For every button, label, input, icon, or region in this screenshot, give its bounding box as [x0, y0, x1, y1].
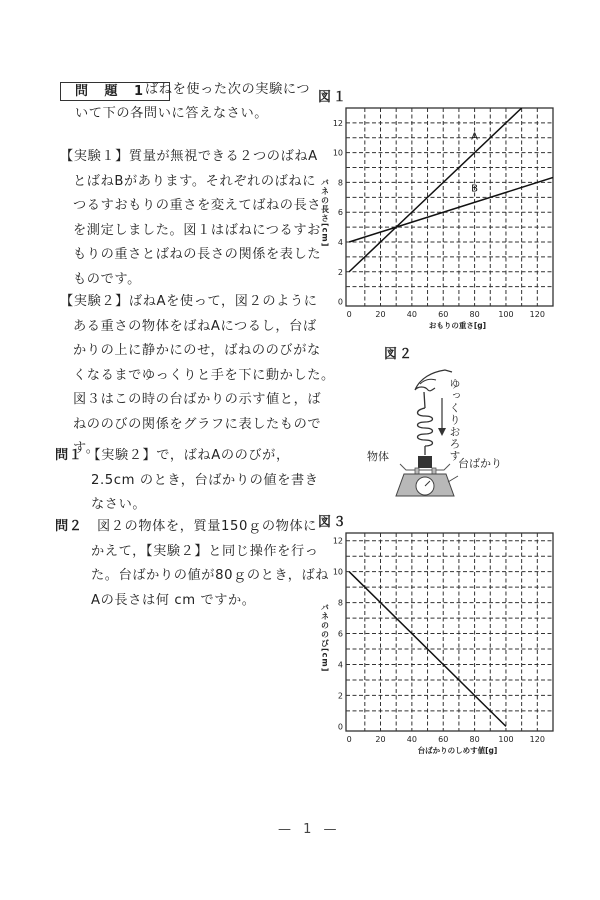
page-number: — 1 — [278, 822, 341, 837]
y-tick-label: 0 [337, 297, 343, 307]
x-axis-label: 台ばかりのしめす値[g] [417, 746, 498, 755]
problem-number-box: 問 題 1 [60, 82, 170, 101]
figure-1-chart [315, 100, 565, 340]
y-tick-label: 8 [337, 178, 343, 188]
question-1-line: 【実験２】で，ばねAののびが， [87, 448, 290, 463]
figure-2-illustration [370, 360, 520, 500]
question-2-line: 図２の物体を，質量150ｇの物体に [96, 519, 317, 534]
question-2-label: 問２ [55, 519, 83, 534]
exp2-line: ある重さの物体をばねAにつるし，台ば [73, 318, 317, 334]
y-tick-label: 12 [332, 118, 343, 128]
x-tick-label: 120 [529, 735, 545, 744]
y-tick-label: 10 [332, 148, 343, 158]
y-axis-label: バネののび[cm] [320, 603, 330, 673]
question-1-line: 2.5cm のとき，台ばかりの値を書き [91, 472, 319, 488]
question-2-line: かえて，【実験２】と同じ操作を行っ [91, 543, 319, 559]
scale-icon [396, 464, 458, 496]
label-scale: 台ばかり [458, 457, 502, 470]
object-block [418, 456, 432, 468]
y-axis-label: バネの長さ[cm] [320, 178, 330, 248]
x-tick-label: 60 [438, 735, 449, 744]
x-tick-label: 40 [406, 310, 417, 319]
x-tick-label: 0 [346, 310, 352, 319]
experiment-2-text [60, 290, 335, 462]
y-tick-label: 6 [337, 208, 343, 218]
problem-intro-line-2: いて下の各問いに答えなさい。 [75, 106, 269, 121]
series-line-a [349, 108, 522, 272]
question-2-line: た。台ばかりの値が80ｇのとき，ばね [91, 568, 330, 583]
question-2-line: Aの長さは何 cm ですか。 [91, 592, 256, 608]
question-1-line: なさい。 [91, 497, 147, 512]
x-tick-label: 100 [498, 310, 514, 319]
figure-2-title: 図２ [384, 347, 415, 362]
exp1-line: 【実験１】質量が無視できる２つのばねA [60, 149, 318, 164]
y-tick-label: 0 [337, 722, 343, 732]
down-arrow-icon [438, 398, 446, 436]
exp1-line: ものです。 [73, 271, 141, 287]
x-tick-label: 60 [438, 310, 449, 319]
exp1-line: つるすおもりの重さを変えてばねの長さ [73, 198, 322, 213]
y-tick-label: 4 [337, 660, 343, 670]
x-tick-label: 80 [469, 310, 480, 319]
x-axis-label: おもりの重さ[g] [428, 321, 487, 330]
figure-3-title: 図３ [318, 515, 349, 530]
exp2-line: す。 [73, 441, 100, 456]
series-line-b [349, 178, 553, 242]
y-tick-label: 6 [337, 629, 343, 639]
exp2-line: かりの上に静かにのせ，ばねののびがな [73, 343, 321, 358]
series-label-b: B [471, 183, 479, 195]
series-label-a: A [471, 131, 479, 143]
exp2-line: くなるまでゆっくりと手を下に動かした。 [73, 367, 335, 383]
x-tick-label: 40 [406, 735, 417, 744]
problem-intro-line-1: ばねを使った次の実験につ [145, 82, 311, 97]
question-1 [55, 444, 319, 518]
y-tick-label: 2 [337, 267, 343, 277]
exp2-line: 【実験２】ばねAを使って，図２のように [60, 294, 318, 309]
y-tick-label: 10 [332, 567, 343, 577]
y-tick-label: 12 [332, 536, 343, 546]
figure-1-title: 図１ [318, 90, 349, 105]
x-tick-label: 20 [375, 735, 386, 744]
x-tick-label: 80 [469, 735, 480, 744]
y-tick-label: 8 [337, 598, 343, 608]
spring-icon [418, 392, 433, 455]
question-1-label: 問１ [55, 448, 83, 463]
y-tick-label: 4 [337, 237, 343, 247]
x-tick-label: 20 [375, 310, 386, 319]
y-tick-label: 2 [337, 691, 343, 701]
exp2-line: ねののびの関係をグラフに表したもので [73, 416, 322, 432]
question-2 [55, 515, 329, 613]
experiment-1-text [60, 145, 321, 292]
exp2-line: 図３はこの時の台ばかりの示す値と，ば [73, 392, 322, 407]
exp1-line: を測定しました。図１はばねにつるすお [73, 222, 321, 238]
figure-3-chart [315, 525, 565, 765]
exp1-line: もりの重さとばねの長さの関係を表した [73, 247, 322, 262]
x-tick-label: 120 [529, 310, 545, 319]
x-tick-label: 0 [346, 735, 352, 744]
label-object: 物体 [367, 450, 389, 463]
x-tick-label: 100 [498, 735, 514, 744]
exp1-line: とばねBがあります。それぞれのばねに [73, 173, 316, 189]
hand-icon [415, 370, 452, 391]
label-action: ゆっくりおろす [448, 378, 461, 462]
